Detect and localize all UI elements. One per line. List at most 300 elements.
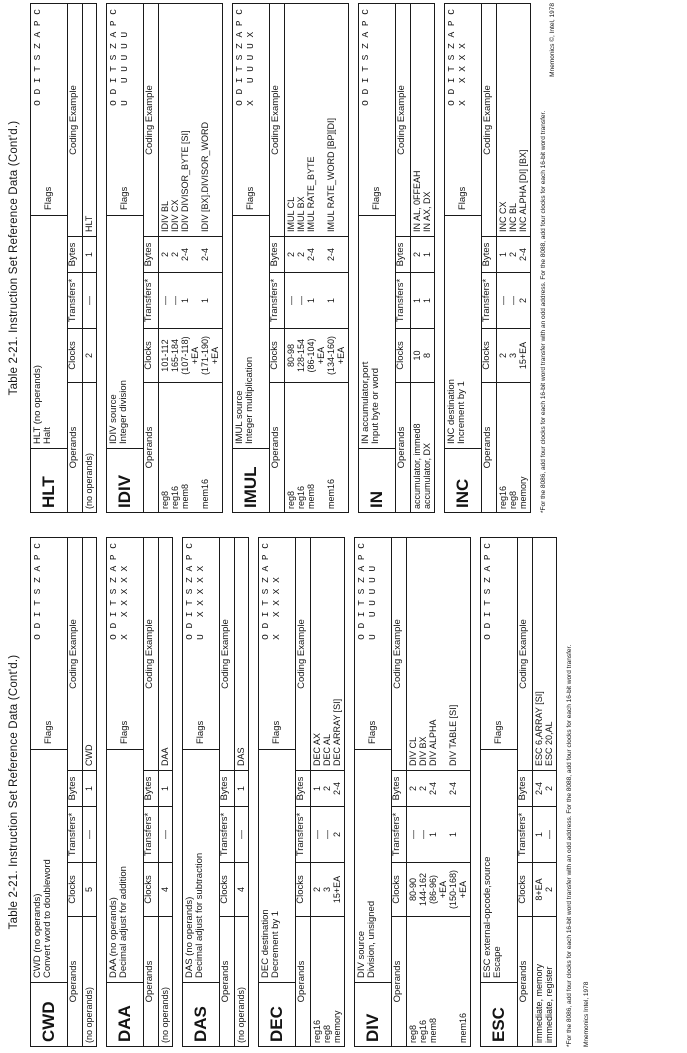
cell-coding — [533, 538, 556, 770]
cell-transfers — [285, 272, 348, 328]
flags-grid — [447, 9, 479, 106]
cell-line: 1 — [428, 832, 438, 838]
cell-line — [211, 273, 221, 328]
flag-letters: O D I T S Z A P C — [32, 9, 43, 106]
cell-operands — [533, 916, 556, 1046]
table-row — [533, 538, 556, 1046]
card-header — [233, 4, 270, 512]
column-headers — [144, 4, 159, 512]
cell-coding — [411, 4, 434, 236]
cell-line: reg16 — [418, 1019, 428, 1043]
flags-grid — [33, 543, 65, 640]
mnemonic: DAA — [107, 982, 143, 1046]
cell-transfers — [407, 806, 470, 862]
flags-cell — [359, 4, 395, 215]
cell-line: 1 — [534, 832, 544, 838]
header-operands: Operands — [296, 916, 310, 1046]
flags-label: Flags — [42, 720, 54, 744]
syntax-line: Input byte or word — [370, 367, 382, 444]
flags-label: Flags — [194, 720, 206, 744]
header-coding: Coding Example — [482, 85, 493, 155]
cell-line: mem16 — [200, 478, 210, 509]
syntax-line: CWD (no operands) — [32, 893, 43, 978]
header-clocks: Clocks — [68, 862, 82, 916]
cell-line: 2 — [544, 786, 554, 792]
table-row — [159, 538, 172, 1046]
flags-cell — [481, 538, 517, 749]
cell-line: 1 — [422, 252, 432, 258]
cell-transfers — [411, 272, 434, 328]
cell-transfers — [497, 272, 530, 328]
header-transfers: Transfers* — [392, 806, 406, 862]
cell-line: 2 — [544, 887, 554, 893]
cell-coding — [83, 538, 96, 770]
column-headers — [68, 4, 83, 512]
header-bytes: Bytes — [220, 770, 234, 806]
cell-transfers — [159, 806, 172, 862]
instruction-card-in — [358, 3, 435, 513]
cell-line: 1 — [84, 252, 94, 258]
cell-line: — — [84, 830, 94, 839]
cell-line: 1 — [236, 786, 246, 792]
cell-line: 4 — [160, 887, 170, 893]
cell-line: IN AX, DX — [422, 191, 432, 232]
column-headers — [144, 538, 159, 1046]
header-transfers: Transfers* — [220, 806, 234, 862]
cell-operands — [285, 382, 348, 512]
flags-cell — [107, 4, 143, 215]
cell-line: 3 — [322, 887, 332, 893]
cell-line: (134-160) — [326, 335, 336, 376]
header-clocks: Clocks — [518, 862, 532, 916]
syntax-line: DAA (no operands) — [108, 897, 119, 978]
header-transfers: Transfers* — [144, 272, 158, 328]
flags-cell — [31, 4, 67, 215]
flags-label: Flags — [366, 720, 378, 744]
cell-line: — — [170, 296, 180, 305]
card-header — [107, 538, 144, 1046]
cell-coding — [311, 538, 344, 770]
cell-line: — — [84, 296, 94, 305]
cell-line: 165-184 — [170, 338, 180, 373]
cell-line: (no operands) — [160, 986, 170, 1043]
header-bytes: Bytes — [518, 770, 532, 806]
flag-letters: O D I T S Z A P C — [184, 543, 195, 640]
cell-line: — — [544, 830, 554, 839]
cell-line: 1 — [312, 786, 322, 792]
cell-operands — [235, 916, 248, 1046]
cell-line — [337, 273, 347, 328]
instruction-card-esc — [480, 537, 557, 1047]
header-coding: Coding Example — [144, 619, 155, 689]
cell-line: 15+EA — [518, 341, 528, 370]
cell-coding — [159, 538, 172, 770]
header-transfers: Transfers* — [396, 272, 410, 328]
cell-line — [337, 8, 347, 232]
cell-line: 2 — [170, 252, 180, 258]
header-clocks: Clocks — [296, 862, 310, 916]
cell-line: IMUL BX — [296, 196, 306, 232]
header-transfers: Transfers* — [68, 272, 82, 328]
syntax-line: Convert word to doubleword — [42, 859, 54, 978]
syntax-description — [31, 215, 67, 448]
header-bytes: Bytes — [144, 236, 158, 272]
cell-operands — [411, 382, 434, 512]
cell-line: (86-104) — [306, 338, 316, 373]
flags-grid — [33, 9, 65, 106]
flags-cell — [107, 538, 143, 749]
cell-line: 1 — [84, 786, 94, 792]
cell-coding — [497, 4, 530, 236]
mnemonic: ESC — [481, 982, 517, 1046]
table-row — [497, 4, 530, 512]
cell-line: 3 — [508, 353, 518, 359]
cell-line: 144-162 — [418, 872, 428, 907]
cell-line: 128-154 — [296, 338, 306, 373]
cell-line: DAS — [236, 747, 246, 766]
cell-line: IDIV BL — [160, 200, 170, 232]
cell-clocks — [83, 328, 96, 382]
instruction-card-hlt — [30, 3, 97, 513]
cell-line: reg16 — [170, 485, 180, 509]
flag-letters: O D I T S Z A P C — [108, 9, 119, 106]
header-coding: Coding Example — [68, 85, 79, 155]
flags-label: Flags — [118, 720, 130, 744]
flag-values: X X X X X — [270, 577, 282, 640]
flags-label: Flags — [118, 186, 130, 210]
cell-line: 2 — [418, 786, 428, 792]
syntax-description — [233, 215, 269, 448]
flag-letters: O D I T S Z A P C — [108, 543, 119, 640]
header-coding: Coding Example — [396, 85, 407, 155]
column-headers — [518, 538, 533, 1046]
table-row — [311, 538, 344, 1046]
cell-line — [211, 386, 221, 509]
cell-line — [459, 771, 469, 806]
cell-line: IMUL RATE_BYTE — [306, 156, 316, 232]
flags-cell — [31, 538, 67, 749]
cell-line: 8+EA — [534, 878, 544, 901]
cell-bytes — [311, 770, 344, 806]
cell-line: reg8 — [286, 490, 296, 509]
cell-coding — [407, 538, 470, 770]
cell-line: 2 — [286, 252, 296, 258]
cell-operands — [159, 916, 172, 1046]
mnemonic: DIV — [355, 982, 391, 1046]
syntax-line: Increment by 1 — [456, 381, 468, 444]
flags-cell — [259, 538, 295, 749]
syntax-line: Integer multiplication — [244, 356, 256, 444]
flags-cell — [445, 4, 481, 215]
cell-line — [459, 542, 469, 766]
cell-clocks — [159, 328, 222, 382]
card-header — [31, 538, 68, 1046]
header-transfers: Transfers* — [482, 272, 496, 328]
syntax-description — [355, 749, 391, 982]
cell-clocks — [159, 862, 172, 916]
header-bytes: Bytes — [296, 770, 310, 806]
cell-line: 80-98 — [286, 343, 296, 368]
cell-line: 1 — [200, 298, 210, 304]
instruction-cards — [30, 537, 557, 1047]
cell-line: 2 — [332, 832, 342, 838]
header-transfers: Transfers* — [144, 806, 158, 862]
cell-clocks — [497, 328, 530, 382]
header-operands: Operands — [144, 916, 158, 1046]
cell-line: 2-4 — [534, 782, 544, 796]
cell-line: memory — [518, 476, 528, 509]
cell-bytes — [83, 236, 96, 272]
cell-line: HLT — [84, 215, 94, 232]
instruction-card-div — [354, 537, 471, 1047]
mnemonic: HLT — [31, 448, 67, 512]
cell-line: reg8 — [408, 1024, 418, 1043]
cell-line: 1 — [412, 298, 422, 304]
column-headers — [396, 4, 411, 512]
cell-line: 80-90 — [408, 877, 418, 902]
cell-line: 2-4 — [200, 248, 210, 262]
cell-line: (150-168) — [448, 869, 458, 910]
table-row — [285, 4, 348, 512]
flags-label: Flags — [456, 186, 468, 210]
cell-coding — [159, 4, 222, 236]
cell-line: 2 — [312, 887, 322, 893]
syntax-line: Decimal adjust for addition — [118, 866, 130, 978]
cell-line: — — [160, 830, 170, 839]
header-bytes: Bytes — [68, 236, 82, 272]
cell-clocks — [285, 328, 348, 382]
flags-cell — [183, 538, 219, 749]
header-bytes: Bytes — [144, 770, 158, 806]
credit-line: Mnemonics Intel, 1978 — [583, 981, 590, 1047]
cell-line: reg16 — [312, 1019, 322, 1043]
cell-line: mem16 — [326, 478, 336, 509]
cell-line: IMUL CL — [286, 196, 296, 232]
header-transfers: Transfers* — [68, 806, 82, 862]
mnemonic: CWD — [31, 982, 67, 1046]
syntax-description — [359, 215, 395, 448]
syntax-line: IDIV source — [108, 394, 119, 444]
header-transfers: Transfers* — [296, 806, 310, 862]
syntax-line: DIV source — [356, 931, 367, 978]
syntax-line: DEC destination — [260, 909, 271, 978]
header-coding: Coding Example — [144, 85, 155, 155]
cell-clocks — [311, 862, 344, 916]
header-operands: Operands — [68, 916, 82, 1046]
cell-line: +EA — [316, 346, 326, 365]
header-operands: Operands — [396, 382, 410, 512]
header-bytes: Bytes — [396, 236, 410, 272]
cell-line: 2 — [518, 298, 528, 304]
cell-operands — [311, 916, 344, 1046]
cell-coding — [285, 4, 348, 236]
column-headers — [68, 538, 83, 1046]
cell-line: accumulator, DX — [422, 442, 432, 509]
cell-line: — — [286, 296, 296, 305]
cell-line: reg8 — [322, 1024, 332, 1043]
card-header — [355, 538, 392, 1046]
flag-letters: O D I T S Z A P C — [260, 543, 271, 640]
cell-line: mem8 — [428, 1017, 438, 1043]
cell-transfers — [235, 806, 248, 862]
flag-letters: O D I T S Z A P C — [482, 543, 493, 640]
cell-transfers — [83, 272, 96, 328]
header-operands: Operands — [518, 916, 532, 1046]
cell-line: 1 — [306, 298, 316, 304]
cell-operands — [407, 916, 470, 1046]
header-transfers: Transfers* — [518, 806, 532, 862]
cell-line: +EA — [458, 880, 468, 899]
cell-bytes — [533, 770, 556, 806]
cell-line: CWD — [84, 744, 94, 766]
syntax-description — [31, 749, 67, 982]
cell-line: 2-4 — [332, 782, 342, 796]
syntax-line: DAS (no operands) — [184, 896, 195, 978]
cell-line — [337, 386, 347, 509]
card-header — [183, 538, 220, 1046]
flags-label: Flags — [244, 186, 256, 210]
cell-line: DIV BX — [418, 736, 428, 766]
cell-line: INC ALPHA [DI] [BX] — [518, 149, 528, 232]
cell-line: +EA — [210, 346, 220, 365]
cell-line: INC CX — [498, 201, 508, 232]
cell-line: DEC ARRAY [SI] — [332, 698, 342, 766]
cell-line: DIV TABLE [SI] — [448, 704, 458, 766]
header-clocks: Clocks — [144, 862, 158, 916]
syntax-description — [107, 749, 143, 982]
header-operands: Operands — [68, 382, 82, 512]
cell-bytes — [285, 236, 348, 272]
header-clocks: Clocks — [392, 862, 406, 916]
syntax-description — [107, 215, 143, 448]
table-row — [235, 538, 248, 1046]
flags-grid — [483, 543, 515, 640]
cell-line: 2-4 — [518, 248, 528, 262]
syntax-line: Decrement by 1 — [270, 910, 282, 978]
flags-cell — [355, 538, 391, 749]
column-headers — [482, 4, 497, 512]
cell-line: (171-190) — [200, 335, 210, 376]
mnemonic: IN — [359, 448, 395, 512]
card-header — [31, 4, 68, 512]
cell-line — [459, 807, 469, 862]
header-coding: Coding Example — [296, 619, 307, 689]
instruction-card-idiv — [106, 3, 223, 513]
header-operands: Operands — [144, 382, 158, 512]
cell-coding — [83, 4, 96, 236]
card-header — [359, 4, 396, 512]
footnote: *For the 8086, add four clocks for each 16-bit word transfer with an odd address. For the 8088, add four clocks for each 16-bit word transfer. — [566, 644, 573, 1047]
flags-grid — [261, 543, 293, 640]
cell-line: 2 — [498, 353, 508, 359]
header-clocks: Clocks — [144, 328, 158, 382]
cell-line: mem8 — [180, 483, 190, 509]
syntax-line: Division, unsigned — [366, 900, 378, 978]
cell-line: 4 — [236, 887, 246, 893]
flags-grid — [185, 543, 217, 640]
instruction-card-das — [182, 537, 249, 1047]
header-clocks: Clocks — [68, 328, 82, 382]
credit-line: Mnemonics ©, Intel, 1978 — [549, 3, 556, 77]
cell-line: DEC AL — [322, 733, 332, 766]
cell-transfers — [533, 806, 556, 862]
cell-line: — — [296, 296, 306, 305]
cell-line: mem8 — [306, 483, 316, 509]
cell-line: 5 — [84, 887, 94, 893]
cell-line: — — [408, 830, 418, 839]
cell-line: DEC AX — [312, 732, 322, 766]
cell-clocks — [235, 862, 248, 916]
card-header — [445, 4, 482, 512]
flag-values: U U U U U U — [366, 565, 378, 640]
column-headers — [296, 538, 311, 1046]
cell-line — [211, 237, 221, 272]
syntax-line: Halt — [42, 427, 54, 444]
table-row — [83, 4, 96, 512]
flags-label: Flags — [270, 720, 282, 744]
cell-line: 1 — [448, 832, 458, 838]
cell-line: 101-112 — [160, 339, 170, 372]
cell-operands — [83, 382, 96, 512]
flags-label: Flags — [492, 720, 504, 744]
right-table-page — [0, 3, 687, 513]
cell-line — [337, 237, 347, 272]
cell-bytes — [497, 236, 530, 272]
cell-bytes — [83, 770, 96, 806]
header-coding: Coding Example — [220, 619, 231, 689]
cell-line: — — [312, 830, 322, 839]
mnemonic: IMUL — [233, 448, 269, 512]
cell-bytes — [407, 770, 470, 806]
header-operands: Operands — [220, 916, 234, 1046]
header-coding: Coding Example — [270, 85, 281, 155]
syntax-line: IMUL source — [234, 390, 245, 444]
cell-line: 1 — [326, 298, 336, 304]
cell-line: 1 — [160, 786, 170, 792]
column-headers — [392, 538, 407, 1046]
cell-clocks — [533, 862, 556, 916]
cell-line: IN AL, 0FFEAH — [412, 170, 422, 232]
cell-line: 1 — [498, 252, 508, 258]
cell-transfers — [311, 806, 344, 862]
cell-line: — — [160, 296, 170, 305]
flag-values: U X X X X X — [194, 565, 206, 640]
mnemonic: DAS — [183, 982, 219, 1046]
card-header — [259, 538, 296, 1046]
cell-line: reg16 — [296, 485, 306, 509]
flag-letters: O D I T S Z A P C — [32, 543, 43, 640]
cell-line: — — [498, 296, 508, 305]
cell-line: reg8 — [508, 490, 518, 509]
cell-bytes — [159, 770, 172, 806]
instruction-card-imul — [232, 3, 349, 513]
flags-label: Flags — [370, 186, 382, 210]
flags-grid — [357, 543, 389, 640]
flags-label: Flags — [42, 186, 54, 210]
flags-grid — [109, 543, 141, 640]
cell-bytes — [159, 236, 222, 272]
cell-transfers — [83, 806, 96, 862]
syntax-line: Escape — [492, 946, 504, 978]
cell-line: reg8 — [160, 490, 170, 509]
footnote: *For the 8086, add four clocks for each 16-bit word transfer with an odd address. For the 8088, add four clocks for each 16-bit word transfer. — [540, 110, 547, 513]
cell-line: IDIV DIVISOR_BYTE [SI] — [180, 130, 190, 232]
cell-line: ESC 20,AL — [544, 721, 554, 766]
table-row — [159, 4, 222, 512]
table-row — [411, 4, 434, 512]
cell-line — [211, 8, 221, 232]
cell-line: 10 — [412, 350, 422, 361]
